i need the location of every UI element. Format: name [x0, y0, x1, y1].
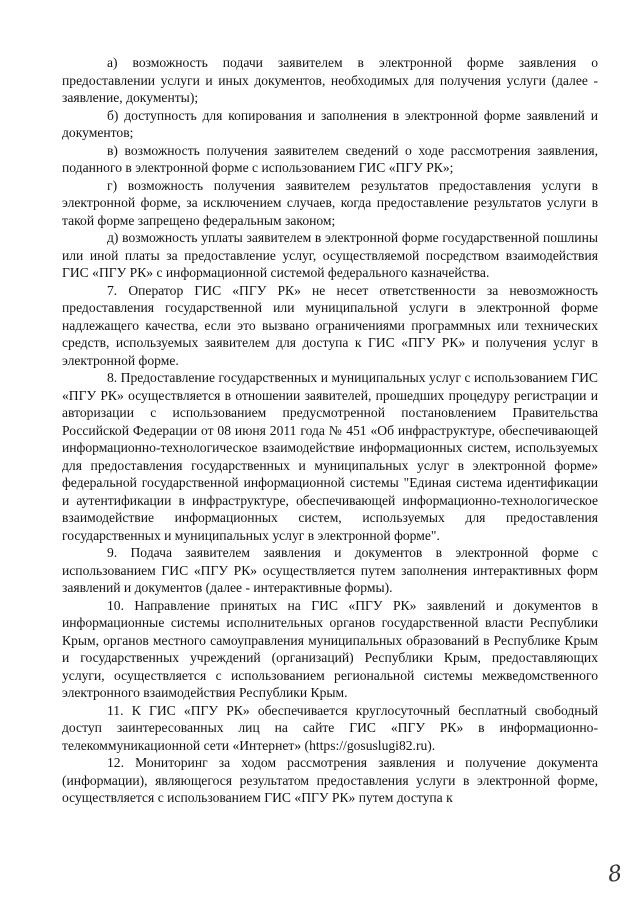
paragraph-10: 10. Направление принятых на ГИС «ПГУ РК» заявлений и документов в информационные системы исполнительных органов государственной власти Республики Крым, органов местного самоуправления муниципальных образований в Республике Крым и государственных учреждений (организаций) Республики Крым, предоставляющих услуги, осуществляется с использованием региональной системы межведомственного электронного взаимодействия Республики Крым. [62, 597, 598, 700]
paragraph-9: 9. Подача заявителем заявления и документов в электронной форме с использованием ГИС «ПГУ РК» осуществляется путем заполнения интерактивных форм заявлений и документов (далее - интерактивные формы). [62, 545, 598, 595]
paragraph-8: 8. Предоставление государственных и муниципальных услуг с использованием ГИС «ПГУ РК» осуществляется в отношении заявителей, прошедших процедуру регистрации и авторизации с использованием предусмотренной постановлением Правительства Российской Федерации от 08 июня 2011 года № 451 «Об инфраструктуре, обеспечивающей информационно-технологическое взаимодействие информационных систем, используемых для предоставления государственных и муниципальных услуг в электронной форме» федеральной государственной информационной системы "Единая система идентификации и аутентификации в инфраструктуре, обеспечивающей информационно-технологическое взаимодействие информационных систем, используемых для предоставления государственных и муниципальных услуг в электронной форме". [62, 370, 598, 543]
paragraph-12: 12. Мониторинг за ходом рассмотрения заявления и получение документа (информации), являющегося результатом предоставления услуги в электронной форме, осуществляется с использованием ГИС «ПГУ РК» путем доступа к [62, 755, 598, 805]
document-body [62, 54, 598, 807]
paragraph-6g: г) возможность получения заявителем результатов предоставления услуги в электронной форме, за исключением случаев, когда предоставление результатов услуги в такой форме запрещено федеральным законом; [62, 177, 598, 228]
paragraph-11: 11. К ГИС «ПГУ РК» обеспечивается круглосуточный бесплатный свободный доступ заинтересованных лиц на сайте ГИС «ПГУ РК» в информационно-телекоммуникационной сети «Интернет» (https://gosuslugi82.ru). [62, 702, 598, 753]
paragraph-7: 7. Оператор ГИС «ПГУ РК» не несет ответственности за невозможность предоставления государственной или муниципальной услуги в электронной форме надлежащего качества, если это вызвано ограничениями программных или технических средств, используемых заявителем для доступа к ГИС «ПГУ РК» и получения услуг в электронной форме. [62, 282, 598, 368]
handwritten-page-number: 8 [606, 861, 624, 888]
paragraph-6d: д) возможность уплаты заявителем в электронной форме государственной пошлины или иной платы за предоставление услуг, осуществляемой посредством взаимодействия ГИС «ПГУ РК» с информационной системой федерального казначейства. [62, 230, 598, 280]
paragraph-6b: б) доступность для копирования и заполнения в электронной форме заявлений и документов; [62, 107, 598, 140]
paragraph-6a: а) возможность подачи заявителем в электронной форме заявления о предоставлении услуги и иных документов, необходимых для получения услуги (далее - заявление, документы); [62, 55, 598, 105]
paragraph-6v: в) возможность получения заявителем сведений о ходе рассмотрения заявления, поданного в электронной форме с использованием ГИС «ПГУ РК»; [62, 142, 598, 175]
